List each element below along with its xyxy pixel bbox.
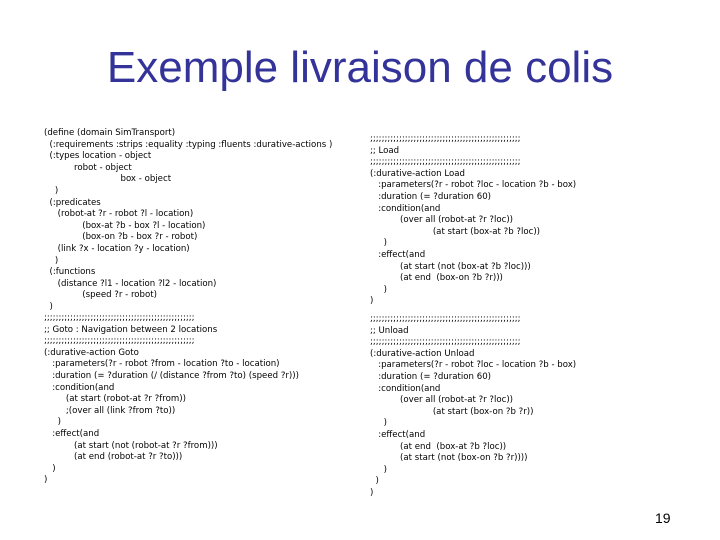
code-line: ) bbox=[44, 301, 53, 312]
code-line: ) bbox=[44, 475, 48, 486]
code-line: (robot-at ?r - robot ?l - location) bbox=[44, 209, 194, 220]
code-line: (at start (not (box-at ?b ?loc))) bbox=[370, 261, 531, 272]
code-line: :condition(and bbox=[370, 203, 441, 214]
code-line: ) bbox=[370, 418, 388, 429]
code-line: ;; Goto : Navigation between 2 locations bbox=[44, 324, 218, 335]
code-line: (over all (robot-at ?r ?loc)) bbox=[370, 215, 514, 226]
code-line: :duration (= ?duration 60) bbox=[370, 371, 492, 382]
code-line: (over all (robot-at ?r ?loc)) bbox=[370, 395, 514, 406]
code-line: ;;;;;;;;;;;;;;;;;;;;;;;;;;;;;;;;;;;;;;;;;;;;;;;;;;;; bbox=[370, 337, 521, 348]
load-action-code bbox=[370, 134, 576, 308]
code-line: (:durative-action Load bbox=[370, 168, 465, 179]
domain-definition-code bbox=[44, 128, 332, 314]
code-line: (define (domain SimTransport) bbox=[44, 128, 176, 138]
code-line: box - object bbox=[44, 174, 172, 185]
code-line: robot - object bbox=[44, 162, 132, 173]
code-line: ) bbox=[370, 464, 388, 475]
code-line: ) bbox=[370, 296, 374, 307]
code-line: (at end (box-at ?b ?loc)) bbox=[370, 441, 507, 452]
slide-title: Exemple livraison de colis bbox=[106, 43, 614, 92]
goto-action-code bbox=[44, 313, 299, 487]
code-line: :condition(and bbox=[44, 382, 115, 393]
code-line: (at end (box-on ?b ?r))) bbox=[370, 273, 503, 284]
code-line: (:durative-action Unload bbox=[370, 348, 475, 359]
code-line: (box-on ?b - box ?r - robot) bbox=[44, 232, 198, 243]
code-line: (:requirements :strips :equality :typing :fluents :durative-actions ) bbox=[44, 139, 333, 150]
code-line: (at start (box-on ?b ?r)) bbox=[370, 406, 534, 417]
code-line: (:functions bbox=[44, 267, 96, 278]
code-line: :parameters(?r - robot ?loc - location ?b - box) bbox=[370, 360, 577, 371]
code-line: ) bbox=[370, 487, 374, 498]
code-line: :duration (= ?duration (/ (distance ?from ?to) (speed ?r))) bbox=[44, 370, 299, 381]
code-line: (speed ?r - robot) bbox=[44, 290, 157, 301]
code-line: (:predicates bbox=[44, 197, 101, 208]
code-line: ;; Unload bbox=[370, 325, 409, 336]
code-line: ;;;;;;;;;;;;;;;;;;;;;;;;;;;;;;;;;;;;;;;;;;;;;;;;;;;; bbox=[44, 313, 195, 323]
code-line: :parameters(?r - robot ?loc - location ?b - box) bbox=[370, 180, 577, 191]
code-line: ;;;;;;;;;;;;;;;;;;;;;;;;;;;;;;;;;;;;;;;;;;;;;;;;;;;; bbox=[370, 314, 521, 324]
code-line: ;;;;;;;;;;;;;;;;;;;;;;;;;;;;;;;;;;;;;;;;;;;;;;;;;;;; bbox=[370, 134, 521, 144]
code-line: ) bbox=[44, 417, 62, 428]
code-line: ) bbox=[370, 476, 379, 487]
code-line: ;; Load bbox=[370, 145, 400, 156]
code-line: (link ?x - location ?y - location) bbox=[44, 243, 190, 254]
code-line: :effect(and bbox=[44, 428, 100, 439]
code-line: :duration (= ?duration 60) bbox=[370, 191, 492, 202]
code-line: :effect(and bbox=[370, 429, 426, 440]
code-line: (box-at ?b - box ?l - location) bbox=[44, 220, 206, 231]
code-line: (:durative-action Goto bbox=[44, 347, 139, 358]
page-number: 19 bbox=[655, 510, 671, 526]
code-line: (distance ?l1 - location ?l2 - location) bbox=[44, 278, 217, 289]
code-line: ;;;;;;;;;;;;;;;;;;;;;;;;;;;;;;;;;;;;;;;;;;;;;;;;;;;; bbox=[44, 336, 195, 347]
code-line: :parameters(?r - robot ?from - location ?to - location) bbox=[44, 359, 280, 370]
code-line: ) bbox=[44, 463, 56, 474]
code-line: ) bbox=[44, 185, 59, 196]
code-line: (at start (not (box-on ?b ?r)))) bbox=[370, 453, 528, 464]
code-line: ;;;;;;;;;;;;;;;;;;;;;;;;;;;;;;;;;;;;;;;;;;;;;;;;;;;; bbox=[370, 157, 521, 168]
code-line: ;(over all (link ?from ?to)) bbox=[44, 405, 176, 416]
code-line: (at start (robot-at ?r ?from)) bbox=[44, 394, 186, 405]
code-line: (at start (box-at ?b ?loc)) bbox=[370, 226, 541, 237]
code-line: ) bbox=[370, 238, 388, 249]
code-line: ) bbox=[370, 284, 388, 295]
code-line: (at end (robot-at ?r ?to))) bbox=[44, 452, 183, 463]
code-line: (at start (not (robot-at ?r ?from))) bbox=[44, 440, 218, 451]
code-line: :effect(and bbox=[370, 249, 426, 260]
code-line: ) bbox=[44, 255, 59, 266]
code-line: :condition(and bbox=[370, 383, 441, 394]
code-line: (:types location - object bbox=[44, 151, 152, 162]
unload-action-code bbox=[370, 314, 576, 500]
